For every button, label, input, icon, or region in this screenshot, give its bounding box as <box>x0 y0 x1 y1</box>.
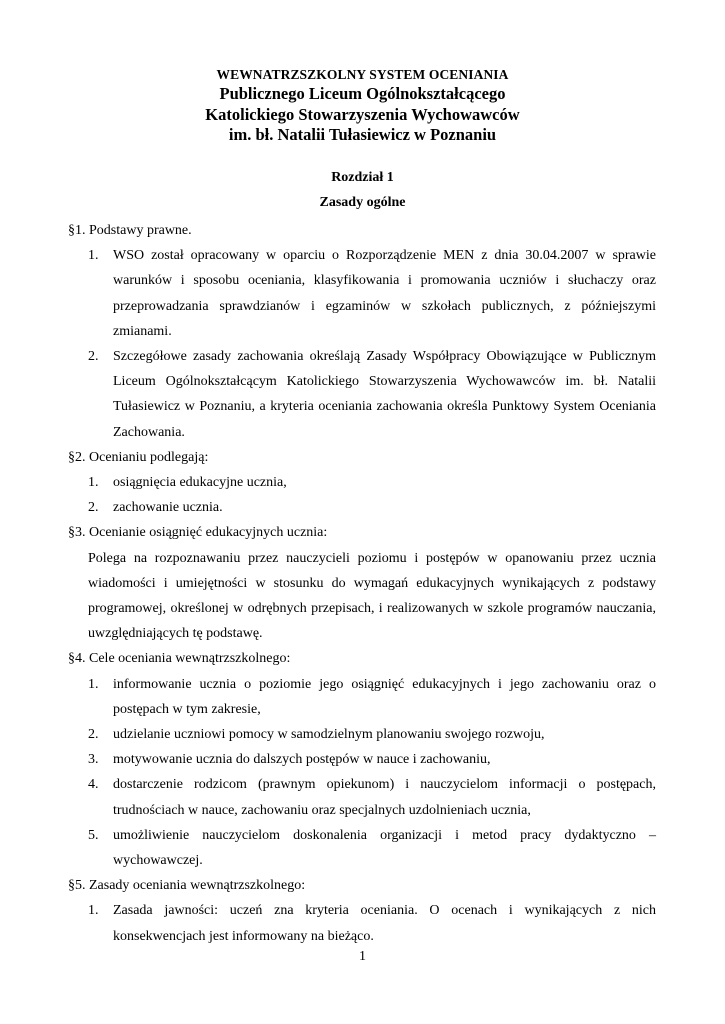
list-item-number: 1. <box>88 475 99 491</box>
list-item <box>68 898 656 948</box>
chapter-number: Rozdział 1 <box>331 170 394 185</box>
list-item-number: 1. <box>88 676 99 692</box>
list-item-text: osiągnięcia edukacyjne ucznia, <box>113 475 287 491</box>
list-item <box>68 344 656 445</box>
list-item <box>68 823 656 873</box>
document-body <box>68 218 656 949</box>
section-heading: §1. Podstawy prawne. <box>68 223 192 238</box>
list-item-text: zachowanie ucznia. <box>113 500 223 516</box>
list-item <box>68 672 656 722</box>
page-number: 1 <box>359 949 366 964</box>
list-item-text: Szczegółowe zasady zachowania określają Zasady Współpracy Obowiązujące w Publicznym Liceum Ogólnokształcącym Katolickiego Stowarzyszenia Wychowawców im. bł. Natalii Tułasiewicz w Poznaniu, a kryteria oceniania zachowania określa Punktowy System Oceniania Zachowania. <box>113 349 656 440</box>
list-item-number: 1. <box>88 903 99 919</box>
section-heading: §5. Zasady oceniania wewnątrzszkolnego: <box>68 878 306 894</box>
list-item <box>68 722 656 747</box>
document-header <box>0 66 725 146</box>
list-item-text: udzielanie uczniowi pomocy w samodzielnym planowaniu swojego rozwoju, <box>113 727 545 743</box>
list-item-number: 2. <box>88 500 99 516</box>
list-item <box>68 772 656 822</box>
section-paragraph: Polega na rozpoznawaniu przez nauczycieli poziomu i postępów w opanowaniu przez ucznia wiadomości i umiejętności w stosunku do wymagań edukacyjnych wynikających z podstawy programowej, określonej w odrębnych przepisach, i realizowanych w szkole programów nauczania, uwzględniających tę podstawę. <box>88 550 656 642</box>
list-item <box>68 747 656 772</box>
chapter-title: Zasady ogólne <box>319 195 406 210</box>
section-heading: §3. Ocenianie osiągnięć edukacyjnych ucznia: <box>68 525 328 541</box>
list-item-text: dostarczenie rodzicom (prawnym opiekunom) i nauczycielom informacji o postępach, trudnościach w nauce, zachowaniu oraz specjalnych uzdolnieniach ucznia, <box>113 777 656 818</box>
section-heading: §2. Ocenianiu podlegają: <box>68 449 209 465</box>
list-item-number: 2. <box>88 727 99 743</box>
list-item <box>68 470 656 495</box>
school-name-line-3: im. bł. Natalii Tułasiewicz w Poznaniu <box>228 125 497 144</box>
list-item-number: 3. <box>88 752 99 768</box>
list-item-text: informowanie ucznia o poziomie jego osiągnięć edukacyjnych i jego zachowaniu oraz o postępach w tym zakresie, <box>113 676 656 717</box>
list-item-number: 4. <box>88 777 99 793</box>
list-item-number: 2. <box>88 349 99 365</box>
list-item-number: 5. <box>88 827 99 843</box>
list-item <box>68 243 656 344</box>
list-item-text: Zasada jawności: uczeń zna kryteria oceniania. O ocenach i wynikających z nich konsekwencjach jest informowany na bieżąco. <box>113 903 656 944</box>
document-title: WEWNATRZSZKOLNY SYSTEM OCENIANIA <box>216 67 509 82</box>
list-item-text: WSO został opracowany w oparciu o Rozporządzenie MEN z dnia 30.04.2007 w sprawie warunków i sposobu oceniania, klasyfikowania i promowania uczniów i słuchaczy oraz przeprowadzania sprawdzianów i egzaminów w szkołach publicznych, z późniejszymi zmianami. <box>113 248 656 339</box>
list-item-text: umożliwienie nauczycielom doskonalenia organizacji i metod pracy dydaktyczno – wychowawczej. <box>113 827 656 869</box>
section-heading: §4. Cele oceniania wewnątrzszkolnego: <box>68 651 291 667</box>
list-item <box>68 495 656 520</box>
list-item-text: motywowanie ucznia do dalszych postępów w nauce i zachowaniu, <box>113 752 491 768</box>
school-name-line-1: Publicznego Liceum Ogólnokształcącego <box>219 84 506 103</box>
school-name-line-2: Katolickiego Stowarzyszenia Wychowawców <box>205 104 520 124</box>
list-item-number: 1. <box>88 248 99 264</box>
